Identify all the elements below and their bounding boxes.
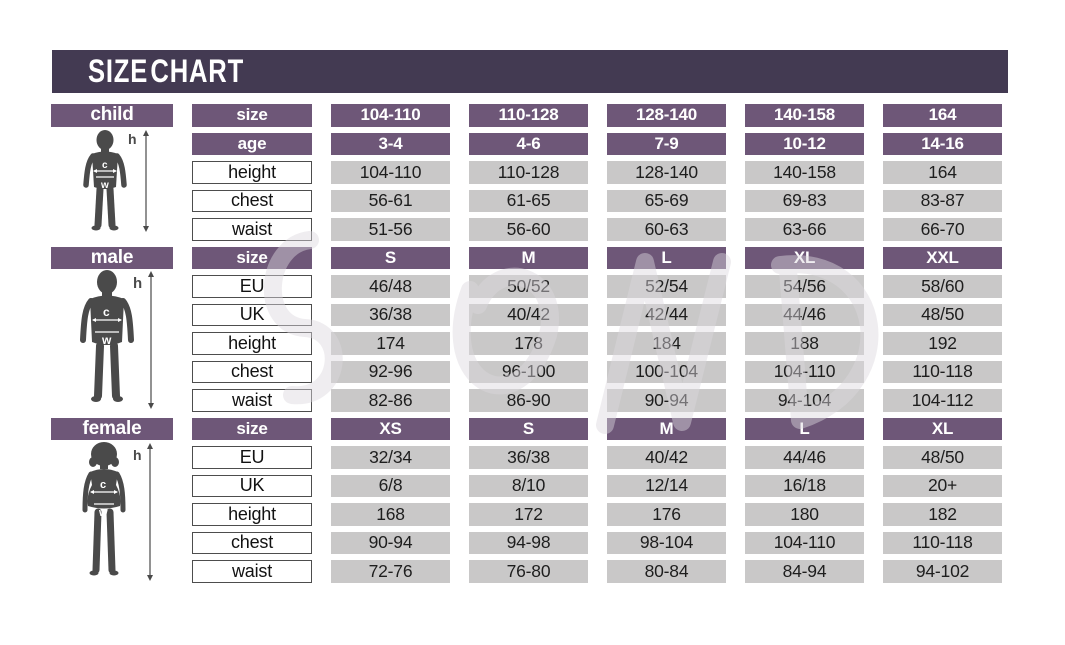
column-header-cell: 3-4	[331, 133, 450, 156]
column-header-cell: S	[469, 418, 588, 441]
value-cell: 104-110	[745, 532, 864, 555]
row-label-size: size	[192, 247, 312, 270]
value-cell: 36/38	[469, 446, 588, 469]
value-cell: 42/44	[607, 304, 726, 327]
row-label-chest: chest	[192, 361, 312, 384]
value-cell: 44/46	[745, 446, 864, 469]
value-cell: 65-69	[607, 190, 726, 213]
row-label-uk: UK	[192, 304, 312, 327]
value-cell: 51-56	[331, 218, 450, 241]
value-cell: 16/18	[745, 475, 864, 498]
row-label-waist: waist	[192, 389, 312, 412]
column-header-cell: 4-6	[469, 133, 588, 156]
title-bar	[52, 50, 1008, 93]
value-cell: 80-84	[607, 560, 726, 583]
value-cell: 100-104	[607, 361, 726, 384]
value-cell: 50/52	[469, 275, 588, 298]
row-label-height: height	[192, 161, 312, 184]
row-label-chest: chest	[192, 190, 312, 213]
value-cell: 98-104	[607, 532, 726, 555]
row-label-size: size	[192, 418, 312, 441]
value-cell: 56-60	[469, 218, 588, 241]
value-cell: 82-86	[331, 389, 450, 412]
value-cell: 182	[883, 503, 1002, 526]
value-cell: 104-112	[883, 389, 1002, 412]
value-cell: 110-118	[883, 532, 1002, 555]
value-cell: 8/10	[469, 475, 588, 498]
column-header-cell: XS	[331, 418, 450, 441]
column-header-cell: XXL	[883, 247, 1002, 270]
value-cell: 178	[469, 332, 588, 355]
value-cell: 172	[469, 503, 588, 526]
waist-label: w	[99, 507, 108, 519]
value-cell: 94-102	[883, 560, 1002, 583]
child-silhouette-icon	[58, 127, 170, 237]
row-label-uk: UK	[192, 475, 312, 498]
value-cell: 164	[883, 161, 1002, 184]
value-cell: 84-94	[745, 560, 864, 583]
female-silhouette-icon	[58, 438, 173, 586]
column-header-cell: 10-12	[745, 133, 864, 156]
chest-label: c	[103, 305, 110, 319]
value-cell: 94-104	[745, 389, 864, 412]
row-label-waist: waist	[192, 560, 312, 583]
waist-label: w	[102, 333, 112, 347]
value-cell: 94-98	[469, 532, 588, 555]
section-label-male: male	[51, 247, 173, 270]
chest-label: c	[102, 160, 108, 171]
value-cell: 128-140	[607, 161, 726, 184]
column-header-cell: 164	[883, 104, 1002, 127]
value-cell: 180	[745, 503, 864, 526]
value-cell: 188	[745, 332, 864, 355]
value-cell: 54/56	[745, 275, 864, 298]
section-label-female: female	[51, 418, 173, 441]
column-header-cell: 128-140	[607, 104, 726, 127]
value-cell: 52/54	[607, 275, 726, 298]
child-figure	[58, 127, 170, 242]
value-cell: 96-100	[469, 361, 588, 384]
row-label-height: height	[192, 503, 312, 526]
column-header-cell: S	[331, 247, 450, 270]
value-cell: 104-110	[745, 361, 864, 384]
value-cell: 92-96	[331, 361, 450, 384]
value-cell: 20+	[883, 475, 1002, 498]
column-header-cell: 14-16	[883, 133, 1002, 156]
value-cell: 86-90	[469, 389, 588, 412]
value-cell: 46/48	[331, 275, 450, 298]
height-label: h	[133, 447, 142, 463]
value-cell: 83-87	[883, 190, 1002, 213]
row-label-age: age	[192, 133, 312, 156]
column-header-cell: 110-128	[469, 104, 588, 127]
value-cell: 66-70	[883, 218, 1002, 241]
column-header-cell: L	[607, 247, 726, 270]
value-cell: 6/8	[331, 475, 450, 498]
section-label-child: child	[51, 104, 173, 127]
column-header-cell: 140-158	[745, 104, 864, 127]
page-title: SIZE CHART	[88, 53, 244, 89]
value-cell: 110-118	[883, 361, 1002, 384]
row-label-eu: EU	[192, 446, 312, 469]
value-cell: 90-94	[607, 389, 726, 412]
row-label-size: size	[192, 104, 312, 127]
male-silhouette-icon	[56, 268, 174, 413]
value-cell: 104-110	[331, 161, 450, 184]
value-cell: 76-80	[469, 560, 588, 583]
value-cell: 44/46	[745, 304, 864, 327]
column-header-cell: M	[607, 418, 726, 441]
value-cell: 184	[607, 332, 726, 355]
value-cell: 63-66	[745, 218, 864, 241]
height-label: h	[133, 275, 143, 292]
value-cell: 110-128	[469, 161, 588, 184]
row-label-height: height	[192, 332, 312, 355]
value-cell: 48/50	[883, 446, 1002, 469]
column-header-cell: XL	[883, 418, 1002, 441]
column-header-cell: XL	[745, 247, 864, 270]
waist-label: w	[101, 180, 109, 191]
column-header-cell: 7-9	[607, 133, 726, 156]
value-cell: 48/50	[883, 304, 1002, 327]
value-cell: 140-158	[745, 161, 864, 184]
size-grid	[51, 104, 1002, 583]
value-cell: 56-61	[331, 190, 450, 213]
value-cell: 176	[607, 503, 726, 526]
row-label-chest: chest	[192, 532, 312, 555]
value-cell: 40/42	[607, 446, 726, 469]
value-cell: 32/34	[331, 446, 450, 469]
column-header-cell: M	[469, 247, 588, 270]
row-label-waist: waist	[192, 218, 312, 241]
height-label: h	[128, 131, 137, 147]
column-header-cell: L	[745, 418, 864, 441]
column-header-cell: 104-110	[331, 104, 450, 127]
value-cell: 12/14	[607, 475, 726, 498]
row-label-eu: EU	[192, 275, 312, 298]
female-figure	[58, 438, 173, 591]
value-cell: 72-76	[331, 560, 450, 583]
value-cell: 69-83	[745, 190, 864, 213]
value-cell: 58/60	[883, 275, 1002, 298]
value-cell: 61-65	[469, 190, 588, 213]
value-cell: 40/42	[469, 304, 588, 327]
chest-label: c	[100, 479, 107, 491]
value-cell: 60-63	[607, 218, 726, 241]
value-cell: 90-94	[331, 532, 450, 555]
male-figure	[56, 268, 174, 418]
value-cell: 168	[331, 503, 450, 526]
value-cell: 174	[331, 332, 450, 355]
value-cell: 192	[883, 332, 1002, 355]
value-cell: 36/38	[331, 304, 450, 327]
